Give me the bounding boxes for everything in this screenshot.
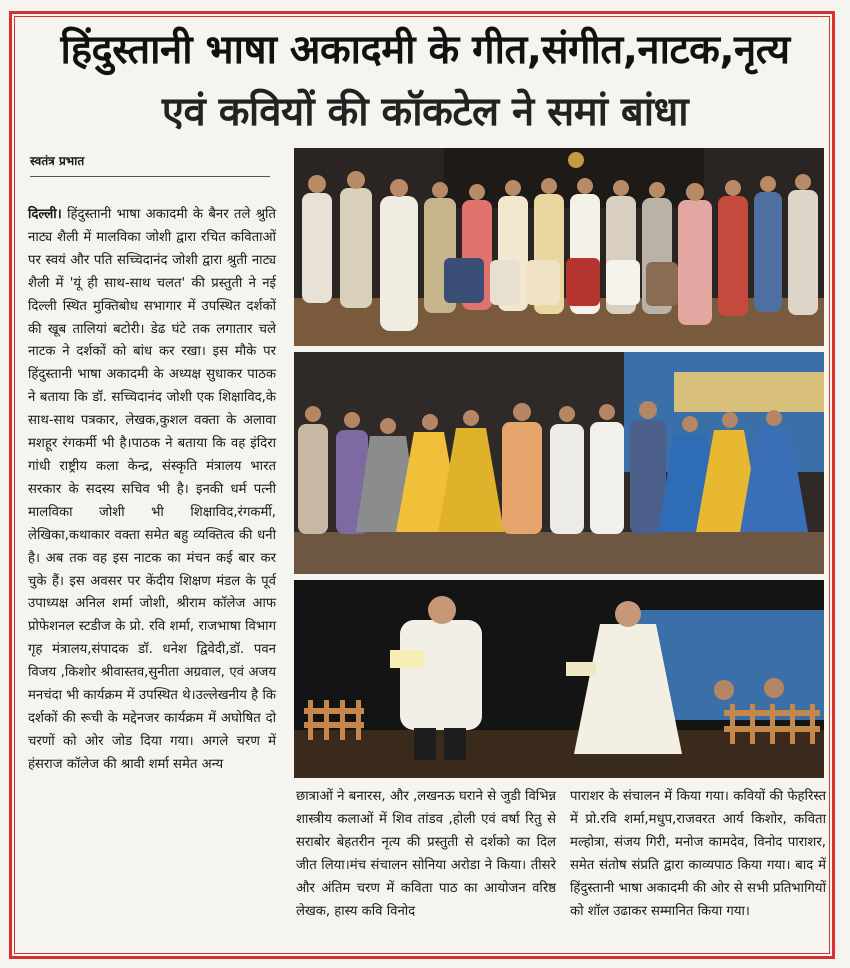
article-text-col3: पाराशर के संचालन में किया गया। कवियों की फेहरिस्त में प्रो.रवि शर्मा,मधुप,राजवरत आर्य किशोर, कविता मल्होत्रा, संजय गिरी, मनोज कामदेव, विनोद पाराशर, समेत संतोष संप्रति द्वारा काव्यपाठ किया गया। बाद में हिंदुस्तानी भाषा अकादमी की ओर से सभी प्रतिभागियों को शॉल उढाकर सम्मानित किया गया। [570, 789, 826, 919]
photo-group-illustration [294, 148, 824, 346]
photo-group-on-stage [294, 148, 824, 346]
article-column-3 [570, 786, 826, 923]
photo-recitation-performance [294, 580, 824, 778]
headline-line-2: एवं कवियों की कॉकटेल ने समां बांधा [161, 89, 689, 135]
article-text-col1: हिंदुस्तानी भाषा अकादमी के बैनर तले श्रुति नाट्य शैली में मालविका जोशी द्वारा रचित कविताओं पर स्वयं और पति सच्चिदानंद जोशी द्वारा श्रुती नाट्य शैली में 'यूं ही साथ-साथ चलत' की प्रस्तुती ने नई दिल्ली स्थित मुक्तिबोध सभागार में उपस्थित दर्शकों की खूब तालियां बटोरी। डेढ घंटे तक लगातार चले नाटक ने दर्शकों को बांध कर रखा। इस मौके पर हिंदुस्तानी भाषा अकादमी के अध्यक्ष सुधाकर पाठक ने बताया कि डॉ. सच्चिदानंद जोशी एक शिक्षाविद,के साथ-साथ पत्रकार, लेखक,कुशल वक्ता के अलावा मशहूर रंगकर्मी भी है।पाठक ने बताया कि वह इंदिरा गांधी राष्ट्रीय कला केन्द्र, संस्कृति मंत्रालय भारत सरकार के सदस्य सचिव भी है। इनकी धर्म पत्नी मालविका जोशी भी शिक्षाविद,रंगकर्मी, लेखिका,कथाकार वक्ता समेत बहु व्यक्तित्व की धनी है। अब तक वह इस नाटक का मंचन कई बार कर चुके हैं। इस अवसर पर केंदीय शिक्षण मंडल के पूर्व उपाध्यक्ष अनिल शर्मा जोशी, श्रीराम कॉलेज आफ प्रोफेशनल स्टडीज के प्रो. रवि शर्मा, राजभाषा विभाग गृह मंत्रालय,संपादक डॉ. धनेश द्विवेदी,डॉ. पवन विजय ,किशोर श्रीवास्तव,सुनीता अग्रवाल, एवं अजय मनचंदा भी कार्यक्रम में उपस्थित थे।उल्लेखनीय है कि दर्शकों की रूची के मद्देनजर कार्यक्रम में अघोषित दो चरणों को ओर जोड दिया गया। अगले चरण में हंसराज कॉलेज की श्रावी शर्मा समेत अन्य [28, 207, 276, 772]
byline: स्वतंत्र प्रभात [30, 154, 85, 168]
headline-line-1: हिंदुस्तानी भाषा अकादमी के गीत,संगीत,नाटक,नृत्य [60, 27, 790, 73]
photo-performers-on-stage [294, 352, 824, 574]
article-text-col2: छात्राओं ने बनारस, और ,लखनऊ घराने से जुडी विभिन्न शास्त्रीय कलाओं में शिव तांडव ,होली एवं वर्षा रितु से सराबोर बेहतरीन नृत्य की प्रस्तुती से दर्शको का दिल जीत लिया।मंच संचालन सोनिया अरोडा ने किया। तीसरे और अंतिम चरण में कविता पाठ का आयोजन वरिष्ठ लेखक, हास्य कवि विनोद [296, 789, 556, 919]
dateline: दिल्ली। [28, 207, 62, 222]
article-column-1 [28, 204, 276, 777]
byline-divider [30, 176, 270, 177]
photo-recitation-illustration [294, 580, 824, 778]
article-column-2 [296, 786, 556, 923]
photo-performers-illustration [294, 352, 824, 574]
